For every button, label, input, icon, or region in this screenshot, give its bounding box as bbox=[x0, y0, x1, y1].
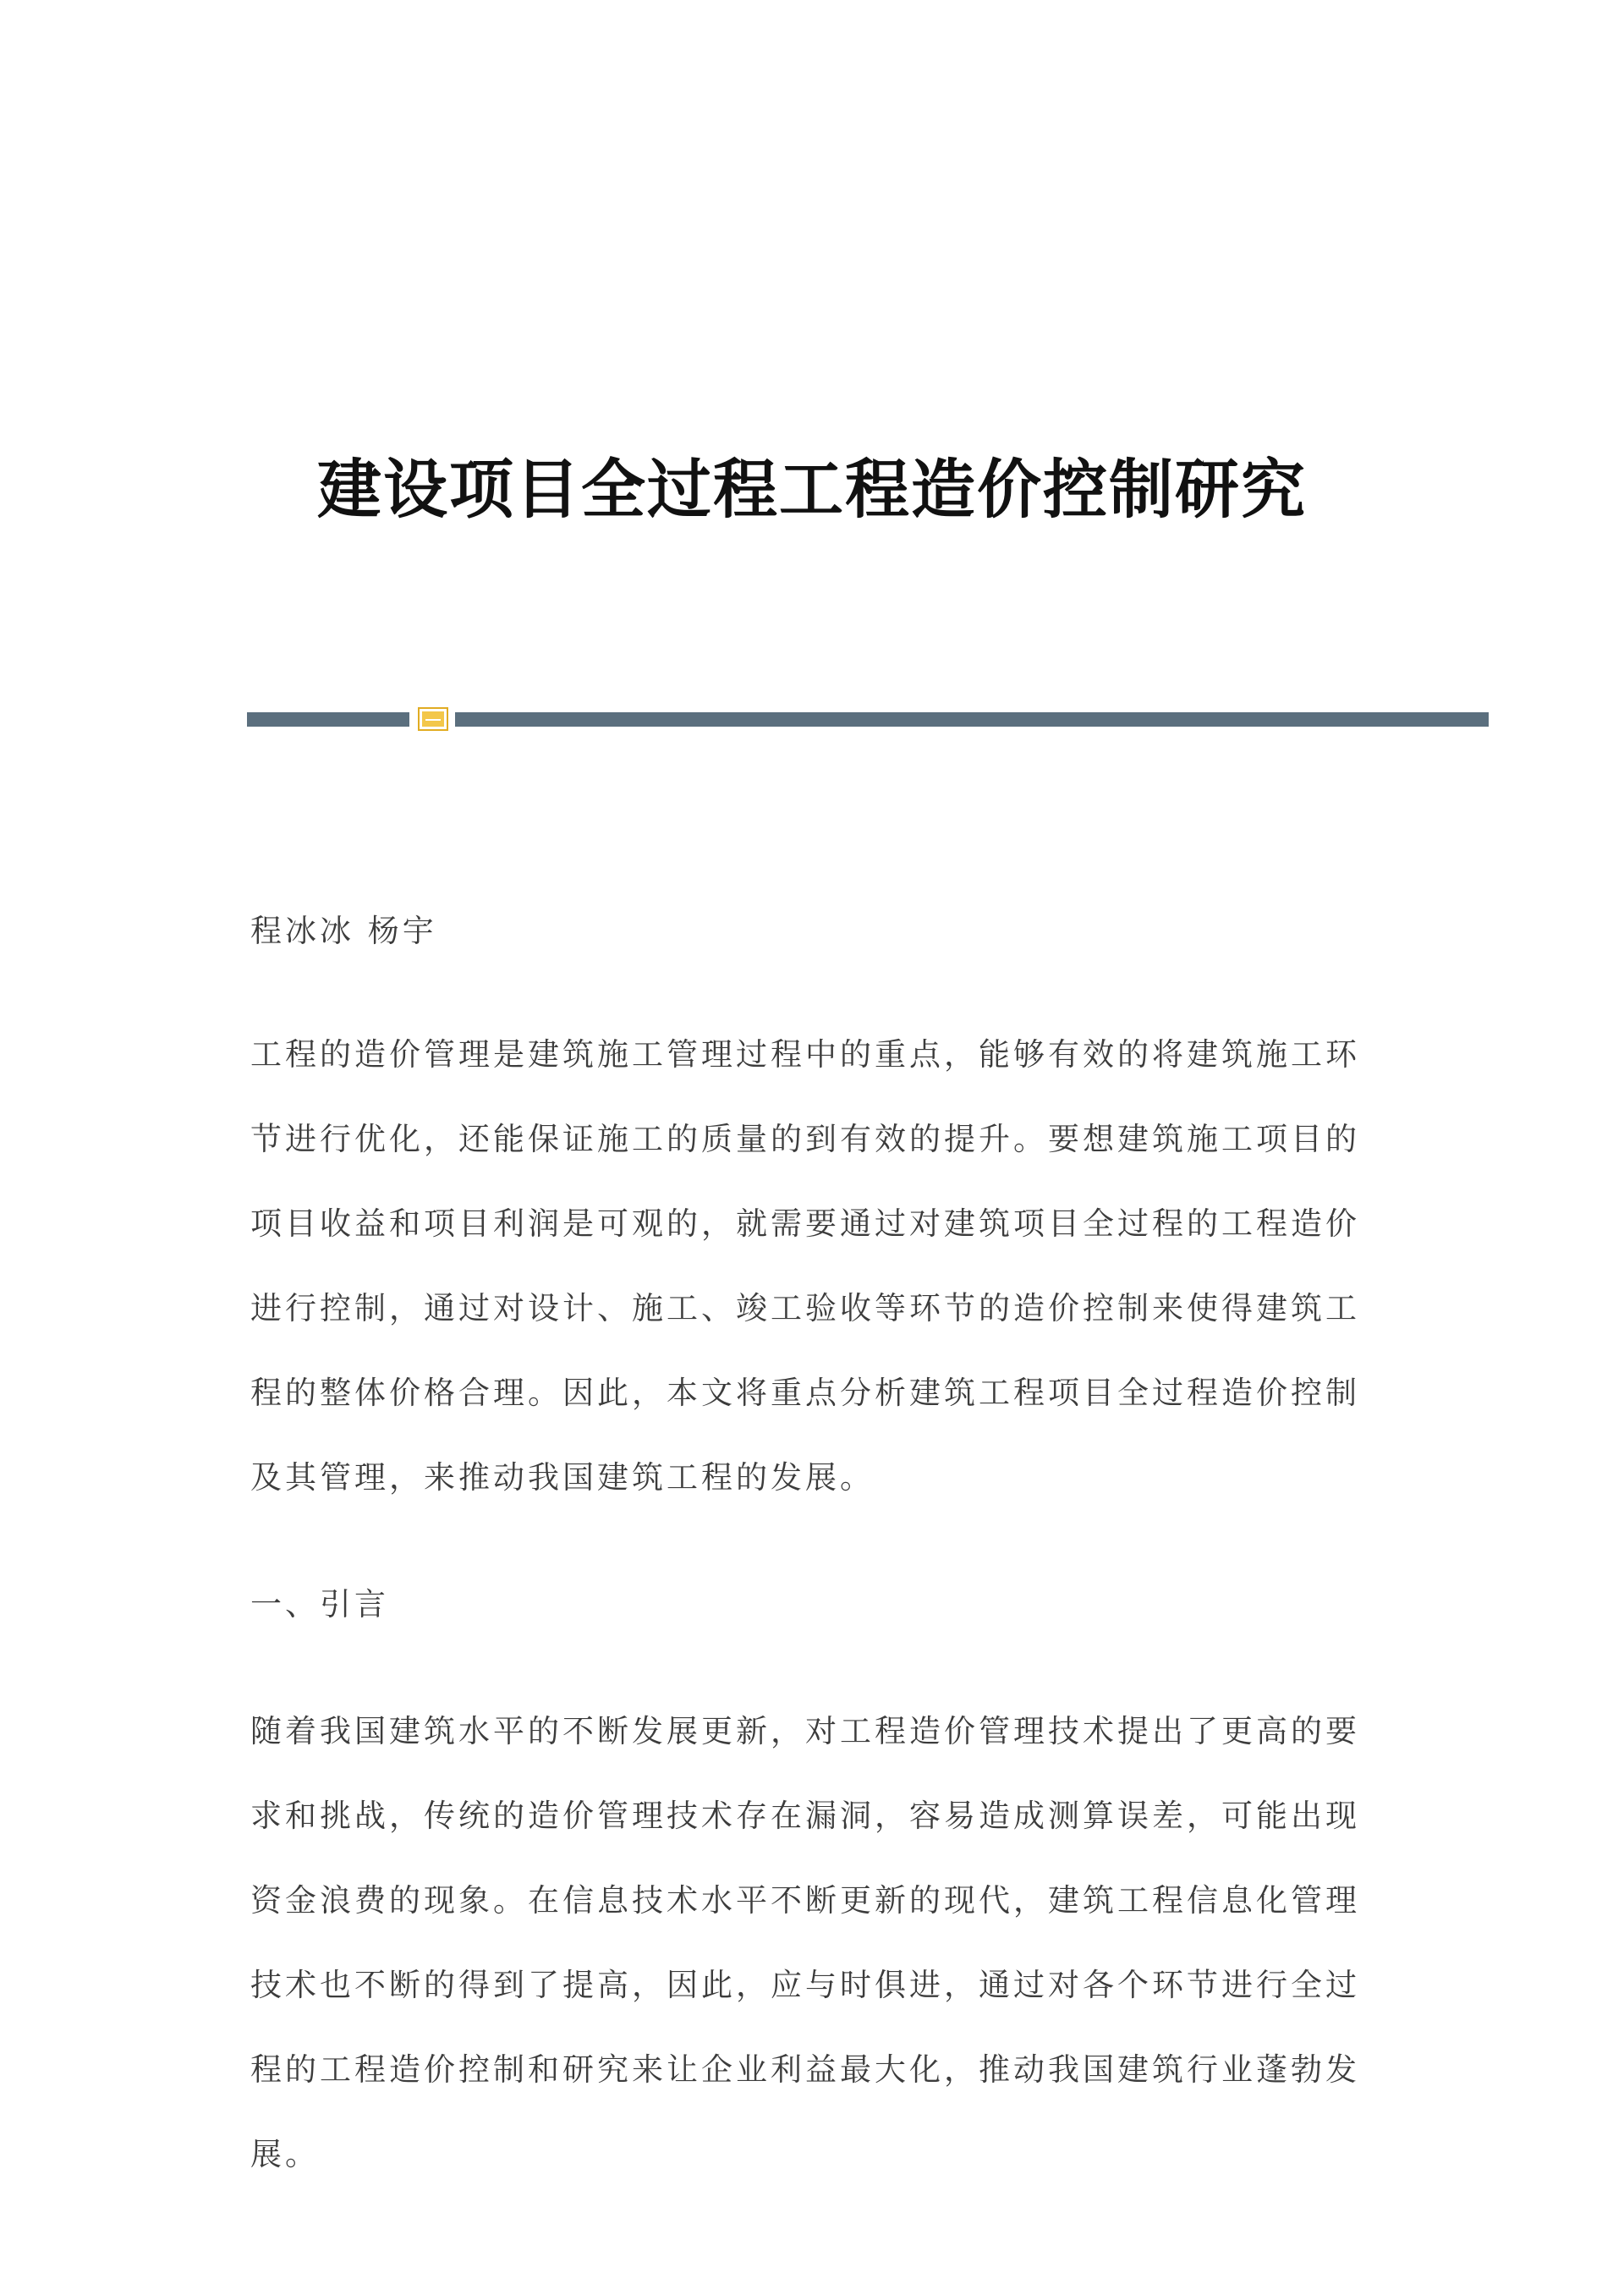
abstract-paragraph: 工程的造价管理是建筑施工管理过程中的重点，能够有效的将建筑施工环节进行优化，还能保证施工的质量的到有效的提升。要想建筑施工项目的项目收益和项目利润是可观的，就需要通过对建筑项目全过程的工程造价进行控制，通过对设计、施工、竣工验收等环节的造价控制来使得建筑工程的整体价格合理。因此，本文将重点分析建筑工程项目全过程造价控制及其管理，来推动我国建筑工程的发展。 bbox=[250, 1036, 1360, 1496]
section-heading-introduction: 一、引言 bbox=[250, 1586, 389, 1622]
document-title: 建设项目全过程工程造价控制研究 bbox=[317, 451, 1307, 527]
authors: 程冰冰 杨宇 bbox=[250, 913, 437, 949]
divider-bar-right bbox=[455, 712, 1489, 727]
title-divider bbox=[247, 712, 1489, 727]
divider-bar-left bbox=[247, 712, 409, 727]
divider-ornament-icon bbox=[420, 709, 447, 729]
introduction-paragraph: 随着我国建筑水平的不断发展更新，对工程造价管理技术提出了更高的要求和挑战，传统的造价管理技术存在漏洞，容易造成测算误差，可能出现资金浪费的现象。在信息技术水平不断更新的现代，建筑工程信息化管理技术也不断的得到了提高，因此，应与时俱进，通过对各个环节进行全过程的工程造价控制和研究来让企业利益最大化，推动我国建筑行业蓬勃发展。 bbox=[250, 1713, 1360, 2172]
